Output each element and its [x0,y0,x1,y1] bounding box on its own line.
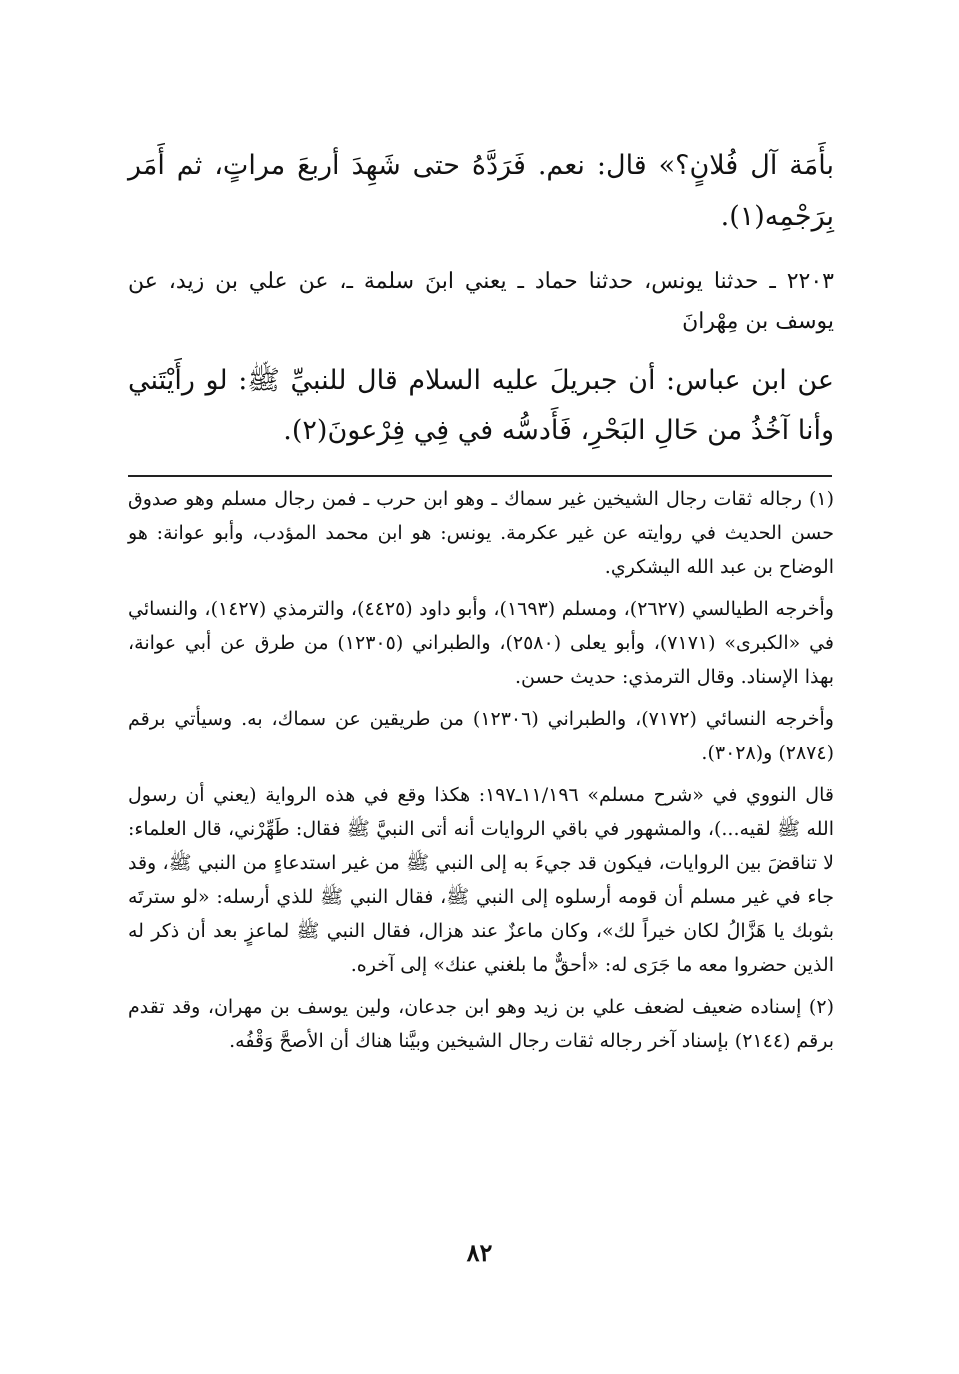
footnote-1-source: (١) رجاله ثقات رجال الشيخين غير سماك ـ وهو ابن حرب ـ فمن رجال مسلم وهو صدوق حسن الحديث في روايته عن غير عكرمة. يونس: هو ابن محمد المؤدب، وأبو عوانة: هو الوضاح بن عبد الله اليشكري. [128,488,834,578]
page-number: ٨٢ [466,1238,493,1267]
footnote-2: (٢) إسناده ضعيف لضعف علي بن زيد وهو ابن جدعان، ولين يوسف بن مهران، وقد تقدم برقم (٢١٤٤) بإسناد آخر رجاله ثقات رجال الشيخين وبيَّنا هناك أن الأصحَّ وَقْفُه. [128,996,834,1052]
main-text [128,140,834,456]
hadith-isnad: ٢٢٠٣ ـ حدثنا يونس، حدثنا حماد ـ يعني ابنَ سلمة ـ، عن علي بن زيد، عن يوسف بن مِهْرانَ [128,269,834,334]
footnote-1-takhrij: وأخرجه الطيالسي (٢٦٢٧)، ومسلم (١٦٩٣)، وأبو داود (٤٤٢٥)، والترمذي (١٤٢٧)، والنسائي في «الكبرى» (٧١٧١)، وأبو يعلى (٢٥٨٠)، والطبراني (١٢٣٠٥) من طرق عن أبي عوانة، بهذا الإسناد. وقال الترمذي: حديث حسن. [128,598,834,688]
body-paragraph: بأَمَة آل فُلانٍ؟» قال: نعم. فَرَدَّهُ حتى شَهِدَ أربعَ مراتٍ، ثم أَمَر بِرَجْمِه(١). [128,150,834,232]
footnote-separator [128,475,832,477]
footnotes [128,482,834,1062]
hadith-matn: عن ابن عباس: أن جبريلَ عليه السلام قال للنبيِّ ﷺ: لو رأَيْتَني وأنا آخُذُ من حَالِ البَحْرِ، فَأَدسُّه في فِي فِرْعونَ(٢). [128,365,834,446]
footnote-1-other-routes: وأخرجه النسائي (٧١٧٢)، والطبراني (١٢٣٠٦) من طريقين عن سماك، به. وسيأتي برقم (٢٨٧٤) و(٣٠٢٨). [128,708,834,764]
footnote-1-nawawi: قال النووي في «شرح مسلم» ١١/١٩٦ـ١٩٧: هكذا وقع في هذه الرواية (يعني أن رسول الله ﷺ لقيه...)، والمشهور في باقي الروايات أنه أتى النبيَّ ﷺ فقال: طَهِّرْني، قال العلماء: لا تناقضَ بين الروايات، فيكون قد جيءَ به إلى النبي ﷺ من غير استدعاءٍ من النبي ﷺ، وقد جاء في غير مسلم أن قومه أرسلوه إلى النبي ﷺ، فقال النبي ﷺ للذي أرسله: «لو سترتَه بثوبك يا هَزَّالُ لكان خيراً لك»، وكان ماعزٌ عند هزال، فقال النبي ﷺ لماعزٍ بعد أن ذكر له الذين حضروا معه ما جَرَى له: «أحقٌّ ما بلغني عنك» إلى آخره. [128,784,834,976]
